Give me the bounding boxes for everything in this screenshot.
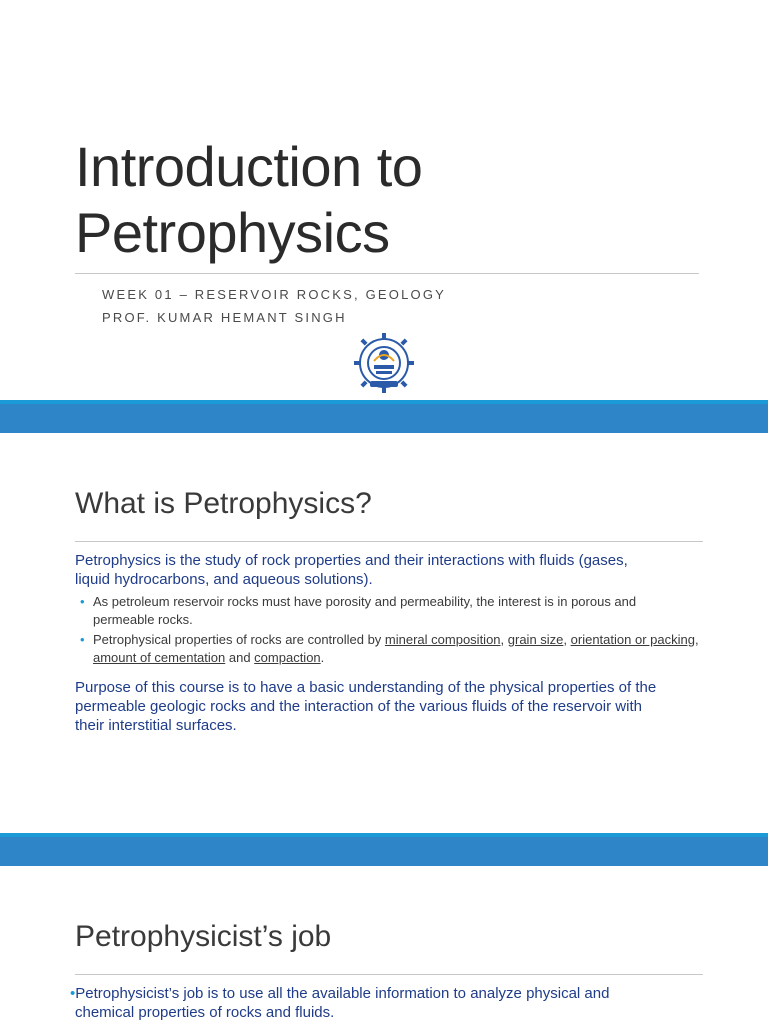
- job-line1: Petrophysicist’s job is to use all the available information to analyze physical and: [75, 985, 610, 1002]
- bullet-icon: •: [80, 594, 85, 609]
- section-title: Petrophysicist’s job: [75, 920, 332, 953]
- list-item: [80, 593, 700, 628]
- bullet-icon: •: [70, 985, 76, 1002]
- bullet-text: As petroleum reservoir rocks must have porosity and permeability, the interest is in porous and permeable rocks.: [93, 594, 637, 627]
- bullet-text-prefix: Petrophysical properties of rocks are controlled by: [93, 632, 385, 647]
- definition-line1: Petrophysics is the study of rock properties and their interactions with fluids (gases,: [75, 552, 628, 569]
- separator-text: ,: [694, 632, 699, 647]
- slide-title: [0, 0, 768, 400]
- title-divider: [75, 273, 699, 274]
- main-title-line1: Introduction to: [75, 135, 423, 198]
- subtitle-professor: PROF. KUMAR HEMANT SINGH: [102, 310, 347, 325]
- bullet-icon: •: [80, 632, 85, 647]
- link-mineral-composition[interactable]: mineral composition: [384, 632, 501, 647]
- subtitle-week: WEEK 01 – RESERVOIR ROCKS, GEOLOGY: [102, 287, 447, 302]
- bullet-list: [80, 593, 700, 669]
- section-title: What is Petrophysics?: [75, 487, 372, 520]
- slide-what-is: [0, 433, 768, 833]
- main-title: [75, 134, 695, 266]
- slide-separator-band: [0, 837, 768, 866]
- definition-text: [75, 551, 703, 589]
- job-text: [70, 984, 698, 1022]
- purpose-line2: permeable geologic rocks and the interaction of the various fluids of the reservoir with: [75, 698, 642, 715]
- institute-emblem-icon: [352, 331, 416, 395]
- link-orientation-packing[interactable]: orientation or packing: [570, 632, 695, 647]
- section-divider: [75, 541, 703, 542]
- list-item: [80, 631, 700, 666]
- separator-text: and: [225, 649, 255, 665]
- definition-line2: liquid hydrocarbons, and aqueous solutions).: [75, 571, 373, 588]
- separator-text: .: [320, 649, 325, 665]
- slide-job: [0, 866, 768, 1024]
- purpose-line3: their interstitial surfaces.: [75, 717, 237, 734]
- link-amount-cementation[interactable]: amount of cementation: [93, 649, 226, 665]
- job-line2: chemical properties of rocks and fluids.: [75, 1004, 335, 1021]
- main-title-line2: Petrophysics: [75, 201, 390, 264]
- purpose-line1: Purpose of this course is to have a basic understanding of the physical properties of the: [75, 679, 657, 696]
- purpose-text: [75, 678, 715, 735]
- link-compaction[interactable]: compaction: [254, 649, 321, 665]
- section-divider: [75, 974, 703, 975]
- slide-separator-band: [0, 404, 768, 433]
- link-grain-size[interactable]: grain size: [507, 632, 564, 647]
- separator-text: ,: [500, 632, 508, 647]
- separator-text: ,: [563, 632, 571, 647]
